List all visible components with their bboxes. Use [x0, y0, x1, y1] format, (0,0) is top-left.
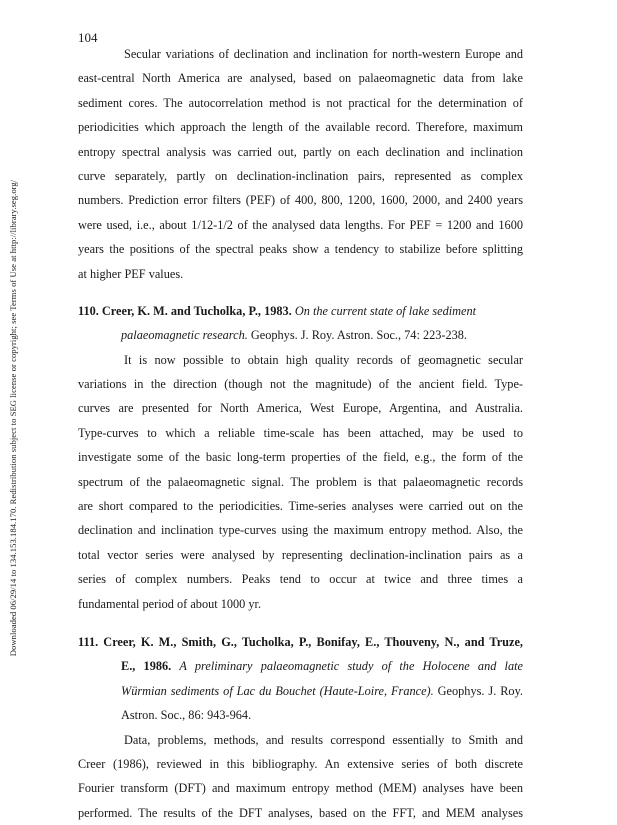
reference-title: A preliminary palaeomagnetic study of the Holocene and late [179, 659, 523, 674]
reference-title: Würmian sediments of Lac du Bouchet (Haute-Loire, France). [121, 683, 434, 698]
abstract-line: at higher PEF values. [78, 266, 184, 281]
abstract-block-top [78, 42, 523, 286]
abstract-line: curves are presented for North America, West Europe, Argentina, and Australia. [78, 401, 523, 416]
reference-line [78, 654, 523, 678]
abstract-line: declination and inclination type-curves using the maximum entropy method. Also, the [78, 523, 523, 538]
abstract-line: investigate some of the basic long-term properties of the field, e.g., the form of the [78, 450, 523, 465]
abstract-line: series of complex numbers. Peaks tend to occur at twice and three times a [78, 572, 523, 587]
download-notice-margin [0, 0, 26, 800]
abstract-line: years the positions of the spectral peaks show a tendency to stabilize before splitting [78, 242, 523, 257]
reference-title: palaeomagnetic research. [121, 328, 248, 343]
page-number: 104 [78, 30, 98, 45]
reference-authors: 110. Creer, K. M. and Tucholka, P., 1983. [78, 303, 292, 318]
abstract-line: were used, i.e., about 1/12-1/2 of the analysed data lengths. For PEF = 1200 and 1600 [78, 217, 523, 232]
abstract-line: fundamental period of about 1000 yr. [78, 596, 262, 611]
reference-journal: Astron. Soc., 86: 943-964. [121, 708, 252, 723]
page-body [78, 42, 523, 825]
reference-journal: Geophys. J. Roy. Astron. Soc., 74: 223-238. [250, 328, 467, 343]
abstract-line: Type-curves to which a reliable time-scale has been attached, may be used to [78, 425, 523, 440]
reference-title: On the current state of lake sediment [294, 303, 477, 318]
abstract-line: curve separately, partly on declination-inclination pairs, represented as complex [78, 168, 523, 183]
reference-line [78, 299, 523, 323]
reference-entry-110 [78, 299, 523, 616]
abstract-line: entropy spectral analysis was carried out, partly on each declination and inclination [78, 144, 523, 159]
download-notice: Downloaded 06/29/14 to 134.153.184.170. Redistribution subject to SEG license or copyright; see Terms of Use at http://library.seg.org/ [8, 179, 18, 657]
reference-line [78, 679, 523, 703]
abstract-line: east-central North America are analysed, based on palaeomagnetic data from lake [78, 71, 523, 86]
reference-journal: Geophys. J. Roy. [437, 683, 523, 698]
abstract-line: Data, problems, methods, and results correspond essentially to Smith and [124, 732, 523, 747]
abstract-line: periodicities which approach the length of the available record. Therefore, maximum [78, 120, 523, 135]
reference-authors: 111. Creer, K. M., Smith, G., Tucholka, P., Bonifay, E., Thouveny, N., and Truze, [78, 634, 523, 649]
reference-line [78, 323, 523, 347]
abstract-line: It is now possible to obtain high quality records of geomagnetic secular [124, 352, 523, 367]
abstract-line: Fourier transform (DFT) and maximum entropy method (MEM) analyses have been [78, 781, 523, 796]
abstract-line: total vector series were analysed by representing declination-inclination pairs as a [78, 547, 523, 562]
abstract-line: sediment cores. The autocorrelation method is not practical for the determination of [78, 95, 523, 110]
abstract-line: numbers. Prediction error filters (PEF) of 400, 800, 1200, 1600, 2000, and 2400 years [78, 193, 523, 208]
abstract-line: Secular variations of declination and inclination for north-western Europe and [124, 47, 523, 61]
abstract-line: spectrum of the palaeomagnetic signal. The problem is that palaeomagnetic records [78, 474, 523, 489]
reference-entry-111 [78, 630, 523, 825]
abstract-line: are short compared to the periodicities. Time-series analyses were carried out on the [78, 499, 523, 514]
abstract-line: variations in the direction (though not the magnitude) of the ancient field. Type- [78, 377, 523, 392]
reference-authors: E., 1986. [121, 659, 172, 674]
abstract-line: Creer (1986), reviewed in this bibliography. An extensive series of both discrete [78, 756, 523, 771]
abstract-line: performed. The results of the DFT analyses, based on the FFT, and MEM analyses [78, 805, 523, 820]
